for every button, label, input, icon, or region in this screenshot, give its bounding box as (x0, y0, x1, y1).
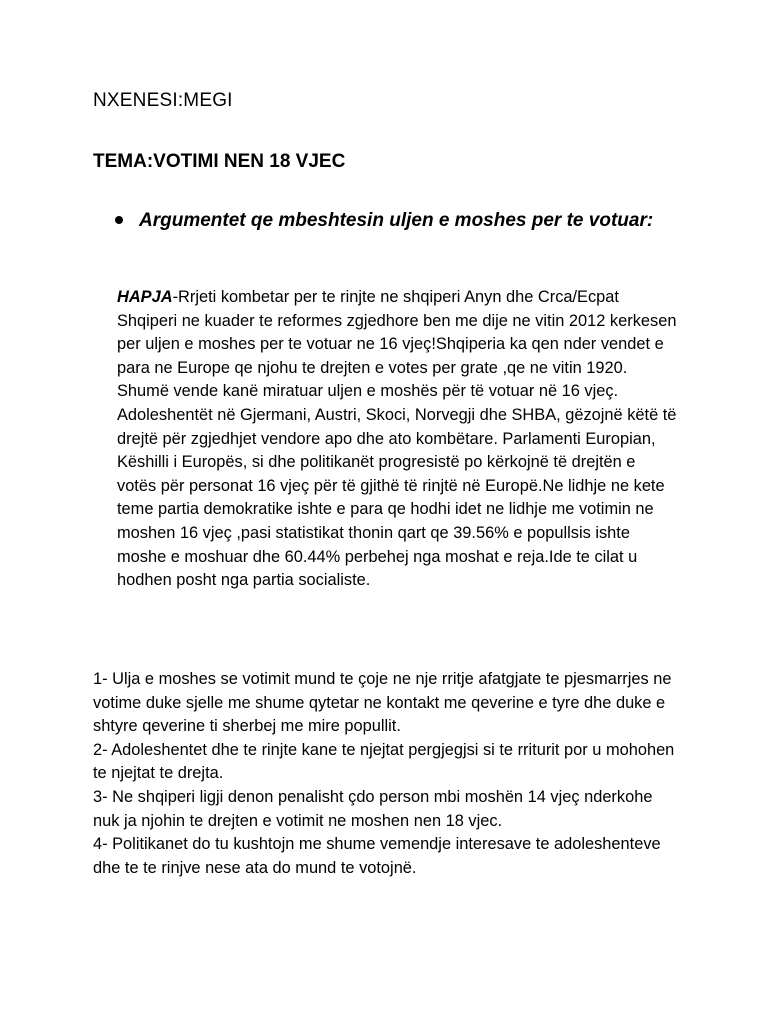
point-item: 1- Ulja e moshes se votimit mund te çoje ne nje rritje afatgjate te pjesmarrjes ne votime duke sjelle me shume qytetar ne kontakt me qeverine e tyre dhe duke e shtyre qeverine ti sherbej me mire popullit. (93, 670, 672, 736)
topic-title: TEMA:VOTIMI NEN 18 VJEC (93, 151, 346, 172)
bullet-heading-row (115, 207, 675, 235)
paragraph-text: -Rrjeti kombetar per te rinjte ne shqiperi Anyn dhe Crca/Ecpat Shqiperi ne kuader te reformes zgjedhore ben me dije ne vitin 2012 kerkesen per uljen e moshes per te votuar ne 16 vjeç!Shqiperia ka qen nder vendet e para ne Europe qe njohu te drejten e votes per grate ,qe ne vitin 1920. Shumë vende kanë miratuar uljen e moshës për të votuar në 16 vjeç. Adoleshentët në Gjermani, Austri, Skoci, Norvegji dhe SHBA, gëzojnë këtë të drejtë për zgjedhjet vendore apo dhe ato kombëtare. Parlamenti Europian, Këshilli i Europës, si dhe politikanët progresistë po kërkojnë të drejtën e votës për personat 16 vjeç për të gjithë të rinjtë në Europë.Ne lidhje ne kete teme partia demokratike ishte e para qe hodhi idet ne lidhje me votimin ne moshen 16 vjeç ,pasi statistikat thonin qart qe 39.56% e popullsis ishte moshe e moshuar dhe 60.44% perbehej nga moshat e reja.Ide te cilat u hodhen posht nga partia socialiste. (117, 288, 677, 590)
point-item: 4- Politikanet do tu kushtojn me shume vemendje interesave te adoleshenteve dhe te te rinjve nese ata do mund te votojnë. (93, 835, 661, 877)
student-name: NXENESI:MEGI (93, 90, 233, 111)
main-paragraph (117, 286, 677, 593)
bullet-heading: Argumentet qe mbeshtesin uljen e moshes per te votuar: (139, 210, 654, 231)
lead-word: HAPJA (117, 288, 173, 306)
numbered-points (93, 668, 683, 880)
point-item: 3- Ne shqiperi ligji denon penalisht çdo person mbi moshën 14 vjeç nderkohe nuk ja njohin te drejten e votimit ne moshen nen 18 vjec. (93, 787, 653, 830)
point-item: 2- Adoleshentet dhe te rinjte kane te njejtat pergjegjsi si te rriturit por u mohohen te njejtat te drejta. (93, 740, 675, 783)
bullet-dot-icon (115, 216, 123, 224)
